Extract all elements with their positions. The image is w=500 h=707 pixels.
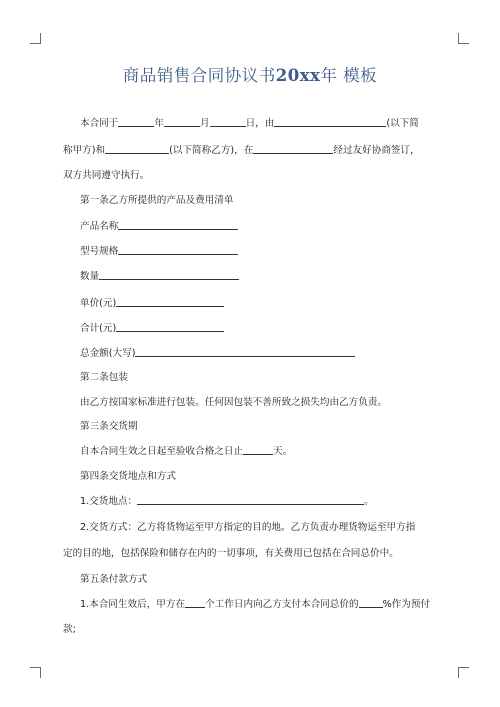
field-label: 单价(元) (80, 298, 117, 309)
article-1-heading: 第一条乙方所提供的产品及费用清单 (80, 195, 234, 206)
intro-line-3: 双方共同遵守执行。 (63, 170, 150, 181)
field-label: 产品名称 (80, 221, 119, 232)
field-blank (99, 269, 239, 280)
field-blank (118, 219, 238, 230)
field-total-amount (80, 345, 355, 359)
article-2-text: 由乙方按国家标准进行包装。任何因包装不善所致之损失均由乙方负责。 (80, 397, 387, 408)
intro-text: (以下简 (386, 118, 419, 129)
field-model (80, 243, 238, 257)
article-5-heading: 第五条付款方式 (80, 574, 148, 585)
intro-text: 年 (154, 118, 164, 129)
article-3-text (80, 443, 292, 457)
article-5-item-1-line-2: 款; (63, 624, 76, 635)
crop-mark-bottom-left (30, 667, 41, 678)
article-4-item-2-line-1: 2.交货方式：乙方将货物运至甲方指定的目的地。乙方负责办理货物运至甲方指 (80, 522, 416, 533)
blank-delivery-place (137, 494, 364, 505)
intro-text: 称甲方)和 (63, 145, 106, 156)
article-4-item-1-label: 1.交货地点： (80, 496, 138, 507)
crop-mark-bottom-right (458, 667, 469, 678)
article-4-heading: 第四条交货地点和方式 (80, 471, 176, 482)
title-suffix: 年 模板 (320, 66, 378, 85)
field-blank (118, 244, 238, 255)
article-3-heading: 第三条交货期 (80, 421, 138, 432)
intro-text: (以下简称乙方)，在 (169, 145, 254, 156)
blank-place (253, 143, 333, 154)
article-5-text: 1.本合同生效后，甲方在 (80, 599, 186, 610)
blank-party-b (105, 143, 169, 154)
field-blank (135, 346, 355, 357)
blank-year (118, 116, 154, 127)
article-5-text: 个工作日内向乙方支付本合同总价的 (205, 599, 359, 610)
field-product-name (80, 218, 238, 232)
article-4-item-1 (80, 493, 374, 507)
article-3-text-a: 自本合同生效之日起至验收合格之日止 (80, 446, 244, 457)
article-2-heading: 第二条包装 (80, 372, 128, 383)
field-label: 数量 (80, 271, 100, 282)
intro-line-1 (80, 115, 419, 129)
title-prefix: 商品销售合同协议书 (122, 66, 276, 85)
blank-workdays (185, 597, 205, 608)
blank-percent (359, 597, 383, 608)
intro-text: 本合同于 (80, 118, 119, 129)
article-4-item-2-line-2: 定的目的地，包括保险和储存在内的一切事项，有关费用已包括在合同总价中。 (63, 548, 399, 559)
document-title (0, 62, 500, 86)
article-4-item-1-end: 。 (364, 496, 374, 507)
field-unit-price (80, 295, 224, 309)
blank-day (210, 116, 246, 127)
field-blank (116, 296, 224, 307)
blank-party-a (274, 116, 386, 127)
intro-text: 日，由 (245, 118, 275, 129)
blank-days (243, 444, 273, 455)
blank-month (164, 116, 200, 127)
field-label: 合计(元) (80, 323, 117, 334)
intro-line-2 (63, 142, 420, 156)
crop-mark-top-right (458, 33, 469, 44)
article-3-text-b: 天。 (273, 446, 293, 457)
field-quantity (80, 268, 239, 282)
article-5-text: %作为预付 (382, 599, 431, 610)
article-5-item-1-line-1 (80, 596, 430, 610)
crop-mark-top-left (30, 33, 41, 44)
field-label: 总金额(大写) (80, 348, 136, 359)
field-label: 型号规格 (80, 246, 119, 257)
title-year: 20xx (275, 66, 321, 85)
intro-text: 经过友好协商签订， (333, 145, 420, 156)
field-subtotal (80, 320, 224, 334)
intro-text: 月 (199, 118, 210, 129)
field-blank (116, 321, 224, 332)
